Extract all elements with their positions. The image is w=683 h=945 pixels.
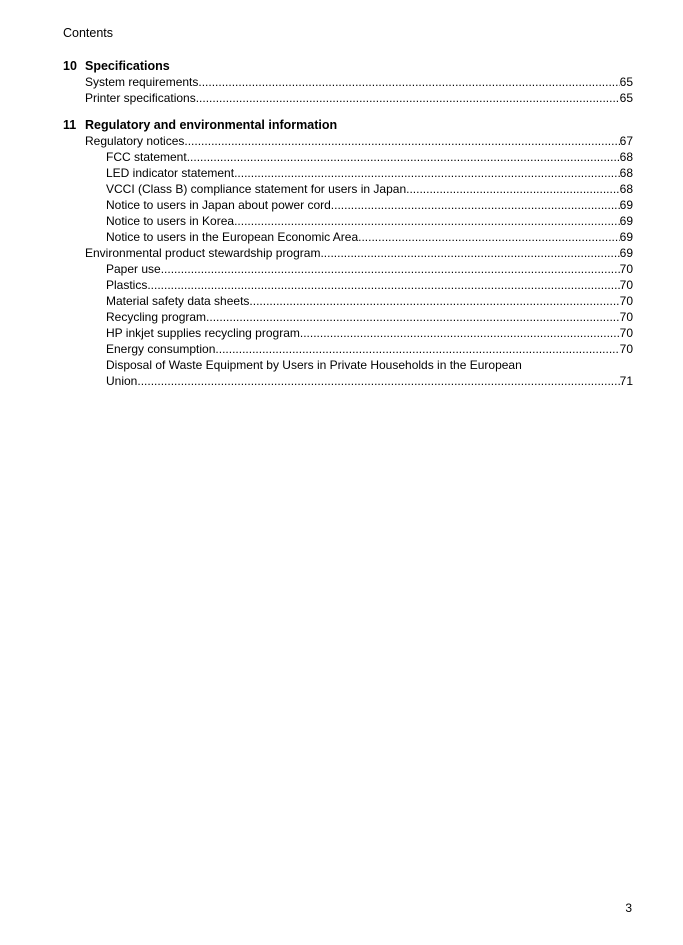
toc-entry-label: Paper use (106, 262, 161, 276)
toc-entry-page: 68 (619, 166, 633, 180)
toc-entry-korea-notice[interactable] (63, 213, 633, 229)
toc-entry-msds[interactable] (63, 293, 633, 309)
toc-entry-environmental-program[interactable] (63, 245, 633, 261)
toc-entry-inkjet-recycling[interactable] (63, 325, 633, 341)
toc-entry-page: 69 (619, 198, 633, 212)
toc-entry-page: 68 (619, 182, 633, 196)
chapter-10 (63, 58, 633, 106)
dot-leader (358, 229, 620, 245)
dot-leader (187, 149, 620, 165)
toc-entry-label: Recycling program (106, 310, 207, 324)
toc-entry-label: Notice to users in Korea (106, 214, 235, 228)
chapter-11 (63, 117, 633, 389)
dot-leader (196, 90, 620, 106)
toc-entry-label-line1: Disposal of Waste Equipment by Users in Private Households in the European (106, 358, 522, 372)
toc-entry-page: 70 (619, 262, 633, 276)
toc-entry-page: 65 (619, 75, 633, 89)
toc-entry-eea-notice[interactable] (63, 229, 633, 245)
dot-leader (320, 245, 619, 261)
toc-entry-page: 65 (619, 91, 633, 105)
toc-entry-printer-specifications[interactable] (63, 90, 633, 106)
toc-entry-label: Notice to users in Japan about power cord (106, 198, 331, 212)
toc-entry-page: 70 (619, 294, 633, 308)
toc-entry-label: Plastics (106, 278, 148, 292)
toc-entry-label-line2: Union (106, 374, 138, 388)
toc-entry-page: 70 (619, 326, 633, 340)
dot-leader (161, 261, 620, 277)
dot-leader (406, 181, 620, 197)
toc-entry-page: 69 (619, 230, 633, 244)
dot-leader (184, 133, 619, 149)
toc-entry-paper-use[interactable] (63, 261, 633, 277)
toc-entry-page: 70 (619, 278, 633, 292)
toc-entry-label: Regulatory notices (85, 134, 185, 148)
dot-leader (206, 309, 620, 325)
toc-entry-system-requirements[interactable] (63, 74, 633, 90)
toc-entry-label: System requirements (85, 75, 199, 89)
chapter-title: Specifications (85, 59, 170, 73)
toc-entry-label: Energy consumption (106, 342, 216, 356)
toc-entry-page: 69 (619, 214, 633, 228)
chapter-heading[interactable] (63, 117, 633, 133)
toc-entry-line2 (106, 373, 633, 389)
toc-entry-japan-power-cord[interactable] (63, 197, 633, 213)
toc-entry-label: Notice to users in the European Economic Area (106, 230, 359, 244)
toc-entry-page: 71 (619, 374, 633, 388)
running-header: Contents (63, 26, 114, 40)
toc-entry-fcc-statement[interactable] (63, 149, 633, 165)
dot-leader (198, 74, 619, 90)
toc-entry-label: VCCI (Class B) compliance statement for users in Japan (106, 182, 407, 196)
toc-entry-label: LED indicator statement (106, 166, 235, 180)
dot-leader (331, 197, 620, 213)
toc-entry-page: 68 (619, 150, 633, 164)
dot-leader (234, 213, 620, 229)
toc-entry-label: Printer specifications (85, 91, 196, 105)
toc-entry-regulatory-notices[interactable] (63, 133, 633, 149)
toc-entry-vcci-statement[interactable] (63, 181, 633, 197)
dot-leader (215, 341, 619, 357)
dot-leader (234, 165, 620, 181)
chapter-title: Regulatory and environmental information (85, 118, 338, 132)
toc-entry-label: FCC statement (106, 150, 187, 164)
table-of-contents (63, 58, 633, 400)
toc-entry-recycling-program[interactable] (63, 309, 633, 325)
toc-entry-weee-disposal[interactable] (63, 357, 633, 389)
dot-leader (147, 277, 619, 293)
toc-entry-energy-consumption[interactable] (63, 341, 633, 357)
toc-entry-label: Environmental product stewardship program (85, 246, 321, 260)
toc-entry-page: 67 (619, 134, 633, 148)
chapter-number: 11 (63, 118, 77, 132)
toc-entry-page: 70 (619, 310, 633, 324)
dot-leader (300, 325, 620, 341)
toc-entry-plastics[interactable] (63, 277, 633, 293)
dot-leader (249, 293, 619, 309)
toc-entry-page: 69 (619, 246, 633, 260)
toc-entry-label: Material safety data sheets (106, 294, 250, 308)
toc-entry-led-indicator-statement[interactable] (63, 165, 633, 181)
toc-entry-label: HP inkjet supplies recycling program (106, 326, 300, 340)
chapter-number: 10 (63, 59, 77, 73)
toc-entry-page: 70 (619, 342, 633, 356)
dot-leader (137, 373, 619, 389)
chapter-heading[interactable] (63, 58, 633, 74)
page-number: 3 (625, 901, 632, 915)
